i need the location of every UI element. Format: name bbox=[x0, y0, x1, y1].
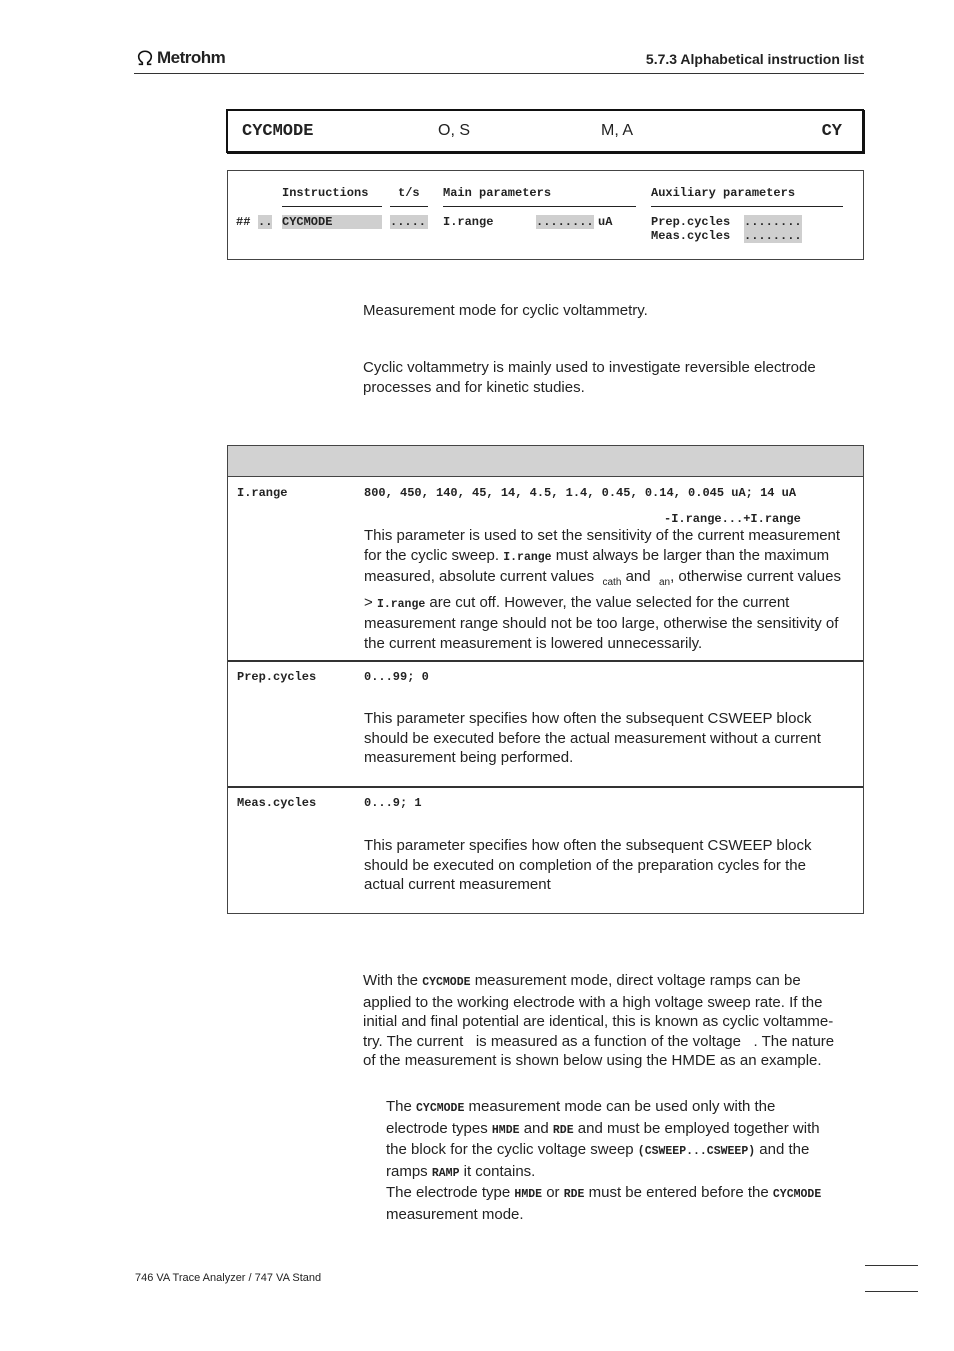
param-meas-cycles: Meas.cycles bbox=[651, 229, 731, 243]
param-desc-i-range bbox=[364, 526, 858, 653]
syntax-hash: ## bbox=[236, 215, 251, 229]
text-span: and bbox=[625, 568, 651, 585]
inline-code: CYCMODE bbox=[416, 1102, 465, 1115]
row-divider bbox=[228, 660, 863, 662]
inline-code: CYCMODE bbox=[422, 976, 471, 989]
text-span: and the bbox=[759, 1141, 810, 1158]
param-desc-prep-cycles bbox=[364, 709, 858, 768]
text-line bbox=[363, 971, 858, 993]
param-name-i-range: I.range bbox=[237, 486, 288, 500]
inline-code: I.range bbox=[503, 550, 552, 564]
text-span: , otherwise current values bbox=[670, 568, 841, 585]
text-span: electrode types bbox=[386, 1119, 488, 1137]
text-line: Cyclic voltammetry is mainly used to investigate reversible electrode bbox=[363, 359, 816, 376]
text-line bbox=[386, 1097, 858, 1119]
param-name-prep-cycles: Prep.cycles bbox=[237, 670, 317, 684]
metrohm-logo bbox=[136, 48, 225, 68]
text-span: The electrode type bbox=[386, 1184, 511, 1201]
text-line bbox=[386, 1162, 858, 1184]
subscript: an bbox=[658, 577, 671, 588]
page-number-rule-top bbox=[865, 1265, 918, 1266]
syntax-box bbox=[227, 170, 864, 260]
text-line: measurement range should not be too large, otherwise the sensitivity of bbox=[364, 615, 839, 632]
body-paragraph bbox=[363, 971, 858, 1071]
text-line: This parameter specifies how often the subsequent CSWEEP block bbox=[364, 837, 812, 854]
text-line: the current measurement is lowered unnecessarily. bbox=[364, 634, 703, 652]
text-line bbox=[364, 567, 858, 593]
syntax-ts-value: ..... bbox=[390, 215, 427, 229]
text-line: measurement being performed. bbox=[364, 749, 574, 766]
param-desc-meas-cycles bbox=[364, 836, 858, 895]
instruction-banner bbox=[226, 109, 864, 153]
text-line: measurement mode. bbox=[386, 1205, 524, 1223]
text-line bbox=[364, 546, 858, 568]
text-line bbox=[386, 1140, 858, 1162]
omega-logo-icon bbox=[136, 49, 154, 67]
param-range-i-range: 800, 450, 140, 45, 14, 4.5, 1.4, 0.45, 0.14, 0.045 uA; 14 uA bbox=[364, 486, 797, 500]
param-prep-cycles-value: ........ bbox=[744, 215, 802, 229]
text-span: try. The current bbox=[363, 1032, 464, 1050]
col-header-ts: t/s bbox=[398, 186, 420, 200]
underline bbox=[443, 206, 636, 207]
param-i-range-value: ........ bbox=[536, 215, 594, 229]
col-header-instructions: Instructions bbox=[282, 186, 369, 200]
inline-code: HMDE bbox=[514, 1188, 543, 1201]
text-span: the block for the cyclic voltage sweep bbox=[386, 1141, 634, 1158]
text-span: must always be larger than the maximum bbox=[555, 546, 830, 564]
syntax-instruction: CYCMODE bbox=[282, 215, 382, 229]
inline-code: RAMP bbox=[431, 1166, 460, 1180]
syntax-dots: .. bbox=[258, 215, 273, 229]
text-line bbox=[386, 1119, 858, 1141]
footer-text: 746 VA Trace Analyzer / 747 VA Stand bbox=[135, 1272, 322, 1284]
text-line: should be executed before the actual measurement without a current bbox=[364, 729, 821, 747]
instruction-code: CY bbox=[821, 122, 842, 141]
text-span: With the bbox=[363, 972, 419, 989]
parameter-table bbox=[227, 445, 864, 914]
param-name-meas-cycles: Meas.cycles bbox=[237, 796, 317, 810]
text-span: measured, absolute current values bbox=[364, 568, 595, 585]
text-line: initial and final potential are identical, this is known as cyclic voltamme- bbox=[363, 1013, 834, 1030]
text-span: ramps bbox=[386, 1162, 428, 1180]
intro-paragraph-1: Measurement mode for cyclic voltammetry. bbox=[363, 302, 648, 319]
param-extra-i-range: -I.range...+I.range bbox=[664, 512, 801, 526]
param-i-range: I.range bbox=[443, 215, 494, 229]
text-span: must be entered before the bbox=[588, 1184, 769, 1201]
param-range-meas-cycles: 0...9; 1 bbox=[364, 796, 422, 810]
text-span: or bbox=[546, 1184, 560, 1201]
text-span: and must be employed together with bbox=[577, 1119, 820, 1137]
param-meas-cycles-value: ........ bbox=[744, 229, 802, 243]
page-number-rule-bottom bbox=[865, 1291, 918, 1292]
text-line: applied to the working electrode with a high voltage sweep rate. If the bbox=[363, 993, 823, 1011]
text-span: and bbox=[523, 1119, 549, 1137]
inline-code: HMDE bbox=[491, 1123, 520, 1137]
text-line: processes and for kinetic studies. bbox=[363, 378, 585, 396]
text-line: should be executed on completion of the preparation cycles for the bbox=[364, 856, 806, 874]
text-span: measurement mode, direct voltage ramps can be bbox=[474, 972, 801, 989]
col-header-aux: Auxiliary parameters bbox=[651, 186, 796, 200]
text-span: are cut off. However, the value selected for the current bbox=[429, 593, 790, 611]
inline-code: I.range bbox=[376, 597, 426, 611]
text-span: The bbox=[386, 1098, 412, 1115]
header-divider bbox=[134, 73, 864, 74]
inline-code: RDE bbox=[563, 1188, 585, 1201]
text-line bbox=[386, 1183, 858, 1205]
section-title: 5.7.3 Alphabetical instruction list bbox=[645, 51, 864, 67]
inline-code: RDE bbox=[552, 1123, 574, 1137]
underline bbox=[651, 206, 843, 207]
text-line: This parameter specifies how often the subsequent CSWEEP block bbox=[364, 710, 812, 727]
subscript: cath bbox=[602, 577, 622, 588]
banner-mode-os: O, S bbox=[438, 122, 471, 139]
note-paragraph-1 bbox=[386, 1097, 858, 1183]
intro-paragraph-2 bbox=[363, 358, 858, 397]
row-divider bbox=[228, 786, 863, 788]
inline-code: (CSWEEP...CSWEEP) bbox=[637, 1145, 756, 1158]
text-line: of the measurement is shown below using the HMDE as an example. bbox=[363, 1052, 822, 1069]
text-span: . The nature bbox=[753, 1032, 835, 1050]
text-span: it contains. bbox=[463, 1162, 536, 1180]
instruction-name: CYCMODE bbox=[242, 122, 314, 141]
text-span: > bbox=[364, 593, 373, 611]
underline bbox=[390, 206, 428, 207]
text-line: This parameter is used to set the sensitivity of the current measurement bbox=[364, 527, 841, 544]
note-paragraph-2 bbox=[386, 1183, 858, 1224]
param-range-prep-cycles: 0...99; 0 bbox=[364, 670, 429, 684]
text-span: is measured as a function of the voltage bbox=[475, 1032, 741, 1050]
banner-mode-ma: M, A bbox=[601, 122, 634, 139]
text-span: measurement mode can be used only with the bbox=[468, 1098, 776, 1115]
text-line bbox=[363, 1032, 858, 1052]
logo-text: Metrohm bbox=[157, 48, 226, 67]
col-header-main: Main parameters bbox=[443, 186, 552, 200]
param-i-range-unit: uA bbox=[598, 215, 613, 229]
underline bbox=[282, 206, 382, 207]
text-line bbox=[364, 593, 858, 615]
table-header-bar bbox=[228, 446, 863, 477]
text-line: actual current measurement bbox=[364, 876, 551, 893]
text-span: for the cyclic sweep. bbox=[364, 546, 500, 564]
inline-code: CYCMODE bbox=[772, 1188, 822, 1201]
param-prep-cycles: Prep.cycles bbox=[651, 215, 731, 229]
